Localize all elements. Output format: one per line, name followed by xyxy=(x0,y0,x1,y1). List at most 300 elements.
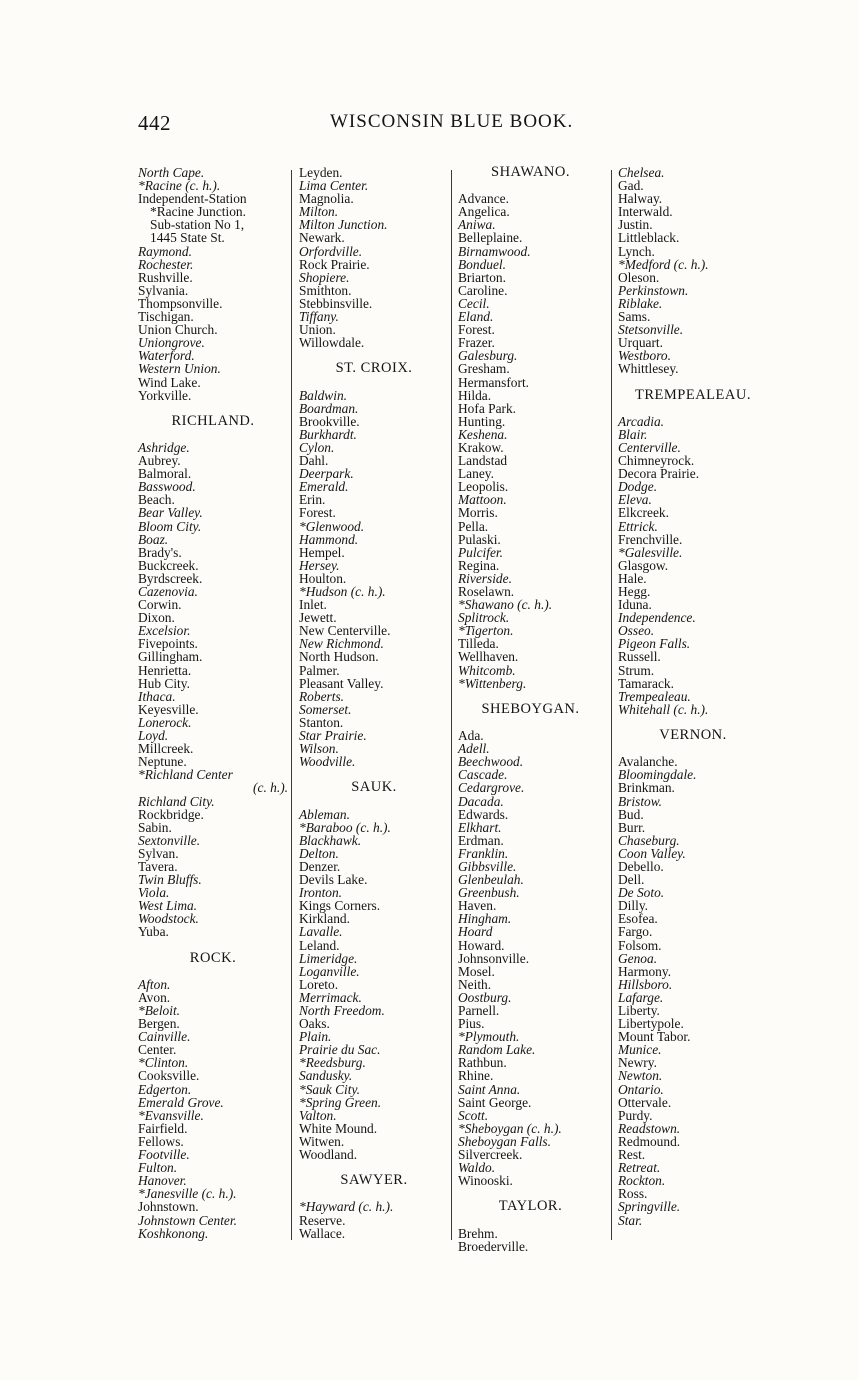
post-office-entry: Willowdale. xyxy=(299,335,365,351)
post-office-entry: Winooski. xyxy=(458,1173,513,1189)
post-office-entry: *Beloit. xyxy=(138,1003,181,1018)
post-office-entry: Basswood. xyxy=(138,479,196,495)
post-office-entry: Edgerton. xyxy=(138,1081,192,1097)
post-office-entry: *Baraboo (c. h.). xyxy=(299,819,391,835)
post-office-entry: *Sheboygan (c. h.). xyxy=(458,1120,562,1136)
post-office-entry: Ettrick. xyxy=(618,518,658,534)
post-office-entry: Inlet. xyxy=(299,597,327,613)
post-office-entry: Briarton. xyxy=(458,269,506,285)
post-office-entry: Dixon. xyxy=(138,610,175,626)
post-office-entry: Oaks. xyxy=(299,1016,330,1032)
post-office-entry: Chelsea. xyxy=(618,165,665,180)
post-office-entry: Rushville. xyxy=(138,269,193,285)
post-office-entry: Ontario. xyxy=(618,1081,664,1097)
post-office-entry: Retreat. xyxy=(618,1160,661,1176)
post-office-entry: Woodland. xyxy=(299,1147,358,1163)
post-office-entry: Morris. xyxy=(458,505,498,521)
post-office-entry: Balmoral. xyxy=(138,466,192,482)
post-office-entry: Silvercreek. xyxy=(458,1147,523,1163)
post-office-entry: Rochester. xyxy=(138,256,194,272)
post-office-entry: Yorkville. xyxy=(138,387,192,403)
post-office-entry: Limeridge. xyxy=(299,950,358,966)
post-office-entry: Stebbinsville. xyxy=(299,295,373,311)
post-office-entry: Coon Valley. xyxy=(618,845,686,861)
post-office-entry: Mosel. xyxy=(458,963,495,979)
post-office-entry: Somerset. xyxy=(299,701,352,717)
post-office-entry: Hub City. xyxy=(138,675,190,691)
post-office-entry: Brady's. xyxy=(138,544,182,560)
post-office-entry: Richland City. xyxy=(138,793,215,809)
post-office-entry: Baldwin. xyxy=(299,387,347,403)
post-office-entry: Ithaca. xyxy=(138,688,176,704)
post-office-entry: (c. h.). xyxy=(253,780,288,796)
post-office-entry: Hingham. xyxy=(458,911,512,927)
post-office-entry: Kirkland. xyxy=(299,911,350,927)
post-office-entry: Erdman. xyxy=(458,832,504,848)
column-4 xyxy=(618,166,768,1227)
post-office-entry: Bloomingdale. xyxy=(618,767,697,783)
post-office-entry: Sandusky. xyxy=(299,1068,353,1084)
spacer xyxy=(138,428,288,441)
post-office-entry: Avalanche. xyxy=(618,754,678,770)
post-office-entry: Wallace. xyxy=(299,1225,346,1241)
post-office-entry: Plain. xyxy=(299,1029,332,1045)
post-office-entry: Tischigan. xyxy=(138,309,194,325)
post-office-entry: *Glenwood. xyxy=(299,518,365,534)
post-office-entry: Avon. xyxy=(138,989,171,1005)
post-office-entry: North Cape. xyxy=(138,165,205,180)
post-office-entry: Haven. xyxy=(458,898,497,914)
post-office-entry: Munice. xyxy=(618,1042,662,1058)
post-office-entry: Ada. xyxy=(458,728,484,744)
post-office-entry: Afton. xyxy=(138,976,171,992)
post-office-entry: Star. xyxy=(618,1212,643,1228)
post-office-entry: *Tigerton. xyxy=(458,623,514,639)
post-office-entry: Whitcomb. xyxy=(458,662,516,678)
post-office-entry: Aubrey. xyxy=(138,453,181,469)
spacer xyxy=(299,795,449,808)
post-office-entry: Prairie du Sac. xyxy=(299,1042,381,1058)
post-office-entry: Tavera. xyxy=(138,858,178,874)
post-office-entry: Edwards. xyxy=(458,806,509,822)
post-office-entry: *Reedsburg. xyxy=(299,1055,366,1071)
post-office-entry: Oostburg. xyxy=(458,989,512,1005)
post-office-entry: Viola. xyxy=(138,885,170,901)
post-office-entry: Dahl. xyxy=(299,453,329,469)
post-office-entry: White Mound. xyxy=(299,1120,378,1136)
page-header xyxy=(138,111,580,137)
post-office-entry: Hammond. xyxy=(299,531,359,547)
post-office-entry: Stanton. xyxy=(299,714,344,730)
post-office-entry: *Spring Green. xyxy=(299,1094,382,1110)
post-office-entry: Bergen. xyxy=(138,1016,180,1032)
post-office-entry: Hale. xyxy=(618,570,647,586)
post-office-entry: Newry. xyxy=(618,1055,657,1071)
post-office-entry: Hegg. xyxy=(618,584,651,599)
post-office-entry: Krakow. xyxy=(458,439,504,455)
post-office-entry: Bristow. xyxy=(618,793,663,809)
post-office-entry: Riblake. xyxy=(618,295,663,311)
post-office-entry: Greenbush. xyxy=(458,885,520,901)
post-office-entry: North Freedom. xyxy=(299,1003,385,1018)
post-office-entry: Fivepoints. xyxy=(138,636,198,652)
post-office-entry: Mattoon. xyxy=(458,492,507,508)
county-heading: RICHLAND. xyxy=(171,412,255,429)
post-office-entry: *Hudson (c. h.). xyxy=(299,584,386,599)
post-office-entry: Adell. xyxy=(458,741,490,757)
post-office-entry: Oleson. xyxy=(618,269,660,285)
county-heading: ROCK. xyxy=(189,949,237,966)
post-office-entry: Liberty. xyxy=(618,1003,660,1018)
post-office-entry: New Richmond. xyxy=(299,636,384,652)
post-office-entry: Witwen. xyxy=(299,1133,345,1149)
post-office-entry: Lynch. xyxy=(618,243,655,259)
post-office-entry: *Shawano (c. h.). xyxy=(458,597,553,613)
post-office-entry: Mount Tabor. xyxy=(618,1029,691,1045)
post-office-entry: *Clinton. xyxy=(138,1055,189,1071)
post-office-entry: Leland. xyxy=(299,937,340,953)
post-office-entry: Lonerock. xyxy=(138,714,192,730)
post-office-entry: Splitrock. xyxy=(458,610,510,626)
post-office-entry: Cascade. xyxy=(458,767,508,783)
post-office-entry: Thompsonville. xyxy=(138,295,223,311)
post-office-entry: Dell. xyxy=(618,872,645,888)
post-office-entry: Chimneyrock. xyxy=(618,453,695,469)
post-office-entry: Beach. xyxy=(138,492,175,508)
post-office-entry: Urquart. xyxy=(618,335,663,351)
post-office-entry: Henrietta. xyxy=(138,662,192,678)
post-office-entry: Justin. xyxy=(618,217,653,233)
column-1 xyxy=(138,166,288,1240)
post-office-entry: Newton. xyxy=(618,1068,663,1084)
post-office-entry: Orfordville. xyxy=(299,243,363,259)
post-office-entry: Brookville. xyxy=(299,413,360,429)
post-office-entry: Hersey. xyxy=(299,557,340,573)
post-office-entry: Advance. xyxy=(458,191,509,207)
post-office-entry: Russell. xyxy=(618,649,661,665)
county-heading: ST. CROIX. xyxy=(335,360,413,377)
post-office-entry: Harmony. xyxy=(618,963,672,979)
post-office-entry: Genoa. xyxy=(618,950,658,966)
post-office-entry: Sub-station No 1, xyxy=(150,217,245,233)
post-office-entry: Deerpark. xyxy=(299,466,354,482)
post-office-entry: Lima Center. xyxy=(299,178,369,194)
post-office-entry: Bear Valley. xyxy=(138,505,203,521)
post-office-entry: Debello. xyxy=(618,858,664,874)
post-office-entry: Wind Lake. xyxy=(138,374,201,390)
post-office-entry: Star Prairie. xyxy=(299,728,367,744)
post-office-entry: Yuba. xyxy=(138,924,169,940)
post-office-entry: Center. xyxy=(138,1042,177,1058)
post-office-entry: Neptune. xyxy=(138,754,187,770)
post-office-entry: Erin. xyxy=(299,492,326,508)
post-office-entry: Sams. xyxy=(618,309,651,325)
post-office-entry: Ross. xyxy=(618,1186,648,1202)
post-office-entry: Wilson. xyxy=(299,741,339,757)
post-office-entry: Independent-Station xyxy=(138,191,247,207)
post-office-entry: Devils Lake. xyxy=(299,872,368,888)
spacer xyxy=(138,965,288,978)
post-office-entry: Sylvania. xyxy=(138,282,189,298)
post-office-entry: Fargo. xyxy=(618,924,653,940)
post-office-entry: Franklin. xyxy=(458,845,509,861)
post-office-entry: Keyesville. xyxy=(138,701,199,717)
post-office-entry: Footville. xyxy=(138,1147,190,1163)
post-office-entry: Pulaski. xyxy=(458,531,501,547)
post-office-entry: Readstown. xyxy=(618,1120,681,1136)
post-office-entry: Whitehall (c. h.). xyxy=(618,701,709,717)
post-office-entry: Cedargrove. xyxy=(458,780,525,796)
post-office-entry: Burkhardt. xyxy=(299,426,357,442)
post-office-entry: Pleasant Valley. xyxy=(299,675,384,691)
post-office-entry: Elkcreek. xyxy=(618,505,669,521)
post-office-entry: Angelica. xyxy=(458,204,510,220)
post-office-entry: Keshena. xyxy=(458,426,508,442)
post-office-entry: Decora Prairie. xyxy=(618,466,700,482)
post-office-entry: Waterford. xyxy=(138,348,195,364)
post-office-entry: Millcreek. xyxy=(138,741,194,757)
post-office-entry: Littleblack. xyxy=(618,230,680,246)
column-3 xyxy=(458,166,603,1253)
post-office-entry: Jewett. xyxy=(299,610,337,626)
post-office-entry: Neith. xyxy=(458,976,492,992)
post-office-entry: Glasgow. xyxy=(618,557,669,573)
county-heading: TAYLOR. xyxy=(498,1198,563,1215)
post-office-entry: Sabin. xyxy=(138,819,172,835)
post-office-entry: Beechwood. xyxy=(458,754,524,770)
post-office-entry: Gresham. xyxy=(458,361,510,377)
post-office-entry: *Janesville (c. h.). xyxy=(138,1186,237,1202)
running-title: WISCONSIN BLUE BOOK. xyxy=(330,111,574,132)
post-office-entry: West Lima. xyxy=(138,898,198,914)
post-office-entry: Twin Bluffs. xyxy=(138,872,202,888)
post-office-entry: Sylvan. xyxy=(138,845,179,861)
spacer xyxy=(299,376,449,389)
post-office-entry: Fellows. xyxy=(138,1133,184,1149)
post-office-entry: Dacada. xyxy=(458,793,504,809)
post-office-entry: Palmer. xyxy=(299,662,340,678)
post-office-entry: Hempel. xyxy=(299,544,345,560)
post-office-entry: Whittlesey. xyxy=(618,361,679,377)
post-office-entry: Folsom. xyxy=(618,937,662,953)
post-office-entry: Hofa Park. xyxy=(458,400,517,416)
post-office-entry: Sextonville. xyxy=(138,832,201,848)
post-office-entry: Loyd. xyxy=(138,728,169,744)
post-office-entry: Eland. xyxy=(458,309,494,325)
post-office-entry: Regina. xyxy=(458,557,500,573)
post-office-entry: Aniwa. xyxy=(458,217,496,233)
post-office-entry: Ableman. xyxy=(299,806,350,822)
post-office-entry: Arcadia. xyxy=(618,413,664,429)
post-office-entry: Johnstown Center. xyxy=(138,1212,237,1228)
post-office-entry: Cecil. xyxy=(458,295,490,311)
post-office-entry: Western Union. xyxy=(138,361,221,377)
post-office-entry: Uniongrove. xyxy=(138,335,205,351)
post-office-entry: Woodstock. xyxy=(138,911,199,927)
post-office-entry: Newark. xyxy=(299,230,345,246)
post-office-entry: Boaz. xyxy=(138,531,169,547)
post-office-entry: Boardman. xyxy=(299,400,359,416)
post-office-entry: Glenbeulah. xyxy=(458,872,524,888)
county-heading: SHAWANO. xyxy=(491,164,570,180)
post-office-entry: Purdy. xyxy=(618,1107,653,1123)
post-office-entry: Union. xyxy=(299,322,336,338)
post-office-entry: Rathbun. xyxy=(458,1055,507,1071)
post-office-entry: Emerald. xyxy=(299,479,349,495)
post-office-entry: Fairfield. xyxy=(138,1120,188,1136)
post-office-entry: Cainville. xyxy=(138,1029,191,1045)
county-heading: SHEBOYGAN. xyxy=(481,700,580,717)
post-office-entry: Koshkonong. xyxy=(138,1225,209,1241)
post-office-entry: *Wittenberg. xyxy=(458,675,527,691)
post-office-entry: Cazenovia. xyxy=(138,584,198,599)
post-office-entry: Roberts. xyxy=(299,688,345,704)
post-office-entry: Ottervale. xyxy=(618,1094,672,1110)
post-office-entry: Frenchville. xyxy=(618,531,683,547)
post-office-entry: Hunting. xyxy=(458,413,506,429)
post-office-entry: Kings Corners. xyxy=(299,898,381,914)
post-office-entry: Caroline. xyxy=(458,282,508,298)
post-office-entry: *Galesville. xyxy=(618,544,683,560)
post-office-entry: Bloom City. xyxy=(138,518,202,534)
post-office-entry: Leyden. xyxy=(299,165,343,180)
post-office-entry: Bud. xyxy=(618,806,644,822)
post-office-entry: Milton. xyxy=(299,204,339,220)
post-office-entry: Galesburg. xyxy=(458,348,518,364)
county-heading: SAWYER. xyxy=(340,1172,408,1189)
post-office-entry: Elkhart. xyxy=(458,819,502,835)
post-office-entry: Independence. xyxy=(618,610,696,626)
post-office-entry: Chaseburg. xyxy=(618,832,680,848)
post-office-entry: Johnsonville. xyxy=(458,950,530,966)
post-office-entry: Trempealeau. xyxy=(618,688,691,704)
post-office-entry: Excelsior. xyxy=(138,623,191,639)
post-office-entry: Rhine. xyxy=(458,1068,494,1084)
post-office-entry: Halway. xyxy=(618,191,663,207)
post-office-entry: Blair. xyxy=(618,426,648,442)
column-rule-2 xyxy=(451,170,452,1240)
post-office-entry: Howard. xyxy=(458,937,505,953)
post-office-entry: Scott. xyxy=(458,1107,489,1123)
post-office-entry: Tamarack. xyxy=(618,675,674,691)
post-office-entry: Esofea. xyxy=(618,911,658,927)
post-office-entry: Frazer. xyxy=(458,335,495,351)
post-office-entry: Sheboygan Falls. xyxy=(458,1133,551,1149)
post-office-entry: Hilda. xyxy=(458,387,492,403)
post-office-entry: North Hudson. xyxy=(299,649,379,665)
post-office-entry: Gillingham. xyxy=(138,649,203,665)
post-office-entry: Fulton. xyxy=(138,1160,178,1176)
post-office-entry: Tiffany. xyxy=(299,309,339,325)
post-office-entry: Ashridge. xyxy=(138,439,190,455)
post-office-entry: Denzer. xyxy=(299,858,341,874)
post-office-entry: Bonduel. xyxy=(458,256,506,272)
post-office-entry: Milton Junction. xyxy=(299,217,388,233)
post-office-entry: Saint George. xyxy=(458,1094,532,1110)
post-office-entry: Buckcreek. xyxy=(138,557,199,573)
post-office-entry: Birnamwood. xyxy=(458,243,531,259)
post-office-entry: Forest. xyxy=(299,505,336,521)
post-office-entry: Brinkman. xyxy=(618,780,675,796)
post-office-entry: Centerville. xyxy=(618,439,681,455)
post-office-entry: Hermansfort. xyxy=(458,374,530,390)
post-office-entry: *Racine Junction. xyxy=(150,204,246,220)
post-office-entry: Lafarge. xyxy=(618,989,664,1005)
post-office-entry: Roselawn. xyxy=(458,584,515,599)
post-office-entry: Forest. xyxy=(458,322,495,338)
county-heading: SAUK. xyxy=(351,779,397,796)
post-office-entry: Byrdscreek. xyxy=(138,570,203,586)
post-office-entry: Smithton. xyxy=(299,282,352,298)
post-office-entry: Johnstown. xyxy=(138,1199,199,1215)
post-office-entry: Eleva. xyxy=(618,492,652,508)
post-office-entry: Loganville. xyxy=(299,963,360,979)
post-office-entry: Pius. xyxy=(458,1016,485,1032)
post-office-entry: Ironton. xyxy=(299,885,343,901)
post-office-entry: Redmound. xyxy=(618,1133,681,1149)
post-office-entry: Rockbridge. xyxy=(138,806,204,822)
post-office-entry: Laney. xyxy=(458,466,494,482)
post-office-entry: Union Church. xyxy=(138,322,218,338)
post-office-entry: Stetsonville. xyxy=(618,322,684,338)
post-office-entry: Wellhaven. xyxy=(458,649,519,665)
post-office-entry: Broederville. xyxy=(458,1238,529,1254)
post-office-entry: Cooksville. xyxy=(138,1068,200,1084)
post-office-entry: Loreto. xyxy=(299,976,339,992)
post-office-entry: Magnolia. xyxy=(299,191,354,207)
post-office-entry: Houlton. xyxy=(299,570,347,586)
post-office-entry: Valton. xyxy=(299,1107,337,1123)
post-office-entry: Blackhawk. xyxy=(299,832,362,848)
post-office-entry: Waldo. xyxy=(458,1160,496,1176)
post-office-entry: Delton. xyxy=(299,845,339,861)
post-office-entry: 1445 State St. xyxy=(150,230,225,246)
post-office-entry: Dilly. xyxy=(618,898,649,914)
post-office-entry: Parnell. xyxy=(458,1003,500,1018)
post-office-entry: Rest. xyxy=(618,1147,646,1163)
post-office-entry: *Evansville. xyxy=(138,1107,204,1123)
county-heading: TREMPEALEAU. xyxy=(635,386,751,403)
post-office-entry: Random Lake. xyxy=(458,1042,536,1058)
post-office-entry: Merrimack. xyxy=(299,989,362,1005)
spacer xyxy=(618,402,768,415)
county-heading: VERNON. xyxy=(659,727,727,744)
column-2 xyxy=(299,166,449,1240)
post-office-entry: Pulcifer. xyxy=(458,544,503,560)
post-office-entry: *Hayward (c. h.). xyxy=(299,1199,394,1215)
post-office-entry: Brehm. xyxy=(458,1225,498,1241)
post-office-entry: De Soto. xyxy=(618,885,665,901)
post-office-entry: Reserve. xyxy=(299,1212,346,1228)
post-office-entry: Pigeon Falls. xyxy=(618,636,691,652)
post-office-entry: Rock Prairie. xyxy=(299,256,370,272)
post-office-entry: Burr. xyxy=(618,819,646,835)
post-office-entry: Strum. xyxy=(618,662,655,678)
post-office-entry: Hillsboro. xyxy=(618,976,673,992)
page-number: 442 xyxy=(138,111,171,135)
post-office-entry: Emerald Grove. xyxy=(138,1094,224,1110)
post-office-entry: Hoard xyxy=(458,924,493,940)
post-office-entry: Corwin. xyxy=(138,597,182,613)
column-rule-3 xyxy=(611,170,612,1240)
post-office-entry: Dodge. xyxy=(618,479,658,495)
post-office-entry: Interwald. xyxy=(618,204,673,220)
post-office-entry: Osseo. xyxy=(618,623,655,639)
post-office-entry: Shopiere. xyxy=(299,269,350,285)
post-office-entry: *Medford (c. h.). xyxy=(618,256,709,272)
post-office-entry: Rockton. xyxy=(618,1173,666,1189)
post-office-entry: Gibbsville. xyxy=(458,858,517,874)
